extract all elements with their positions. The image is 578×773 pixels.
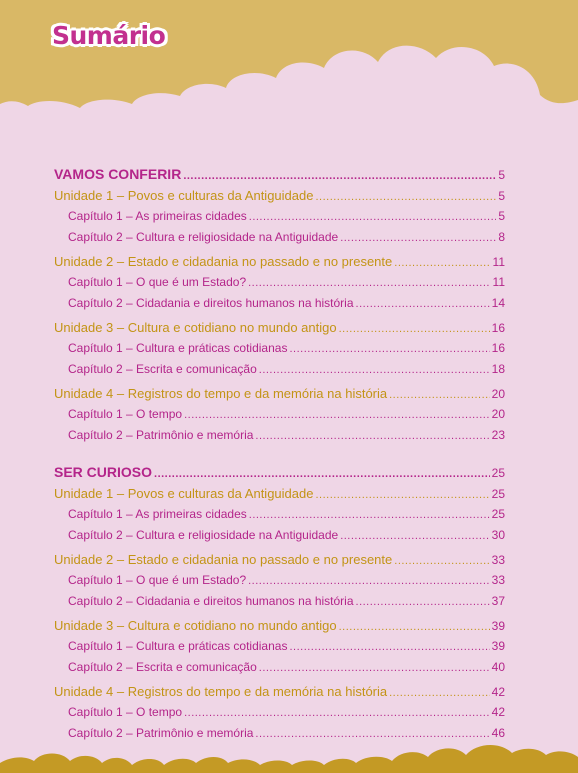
toc-section-heading[interactable] (54, 464, 505, 486)
toc-unit-entry[interactable] (54, 552, 505, 573)
toc-chapter-entry-label: Capítulo 1 – Cultura e práticas cotidianas (68, 639, 288, 653)
toc-unit-entry-label: Unidade 3 – Cultura e cotidiano no mundo antigo (54, 320, 337, 335)
toc-chapter-entry[interactable] (54, 341, 505, 362)
toc-unit-entry[interactable] (54, 486, 505, 507)
toc-unit-entry-label: Unidade 1 – Povos e culturas da Antiguidade (54, 188, 314, 203)
toc-unit-group (54, 254, 505, 317)
toc-unit-entry[interactable] (54, 320, 505, 341)
dot-leader (356, 298, 490, 310)
dot-leader (389, 389, 490, 401)
toc-section-heading-label: VAMOS CONFERIR (54, 166, 182, 182)
toc-section-heading[interactable] (54, 166, 505, 188)
toc-section (54, 464, 505, 747)
dot-leader (259, 364, 490, 376)
dot-leader (248, 575, 490, 587)
toc-chapter-entry-page-number: 42 (491, 705, 505, 719)
toc-unit-group (54, 386, 505, 449)
toc-chapter-entry[interactable] (54, 705, 505, 726)
toc-chapter-entry-label: Capítulo 1 – O que é um Estado? (68, 573, 247, 587)
dot-leader (248, 277, 490, 289)
toc-unit-entry-page-number: 16 (491, 321, 505, 335)
toc-chapter-entry-page-number: 30 (491, 528, 505, 542)
toc-chapter-entry-label: Capítulo 1 – O que é um Estado? (68, 275, 247, 289)
toc-unit-group (54, 188, 505, 251)
toc-chapter-entry[interactable] (54, 407, 505, 428)
dot-leader (340, 530, 489, 542)
toc-chapter-entry-label: Capítulo 1 – As primeiras cidades (68, 507, 247, 521)
toc-chapter-entry-label: Capítulo 2 – Cidadania e direitos humanos na história (68, 594, 354, 608)
toc-section-heading-label: SER CURIOSO (54, 464, 153, 480)
dot-leader (184, 409, 490, 421)
toc-section (54, 166, 505, 449)
toc-unit-entry-label: Unidade 2 – Estado e cidadania no passado e no presente (54, 552, 393, 567)
toc-section-heading-page-number: 5 (498, 168, 505, 182)
cloud-header-band (0, 0, 578, 120)
dot-leader (183, 170, 496, 182)
dot-leader (249, 509, 490, 521)
dot-leader (289, 343, 489, 355)
table-of-contents (54, 166, 505, 750)
dot-leader (394, 555, 489, 567)
toc-unit-entry-page-number: 42 (491, 685, 505, 699)
dot-leader (184, 707, 490, 719)
toc-chapter-entry-label: Capítulo 2 – Cultura e religiosidade na Antiguidade (68, 230, 339, 244)
toc-unit-entry-page-number: 25 (491, 487, 505, 501)
toc-chapter-entry[interactable] (54, 362, 505, 383)
toc-chapter-entry-label: Capítulo 2 – Escrita e comunicação (68, 660, 257, 674)
toc-chapter-entry-page-number: 20 (491, 407, 505, 421)
toc-unit-entry[interactable] (54, 684, 505, 705)
toc-unit-entry-page-number: 20 (491, 387, 505, 401)
toc-chapter-entry-label: Capítulo 2 – Cidadania e direitos humanos na história (68, 296, 354, 310)
toc-chapter-entry-page-number: 18 (491, 362, 505, 376)
toc-unit-entry-page-number: 33 (491, 553, 505, 567)
toc-chapter-entry-page-number: 16 (491, 341, 505, 355)
toc-chapter-entry-page-number: 33 (491, 573, 505, 587)
toc-chapter-entry-label: Capítulo 1 – O tempo (68, 705, 183, 719)
toc-chapter-entry[interactable] (54, 428, 505, 449)
toc-chapter-entry[interactable] (54, 573, 505, 594)
toc-chapter-entry-label: Capítulo 1 – As primeiras cidades (68, 209, 247, 223)
toc-section-heading-page-number: 25 (491, 466, 505, 480)
toc-unit-entry-page-number: 11 (492, 255, 505, 269)
toc-unit-group (54, 618, 505, 681)
toc-chapter-entry-label: Capítulo 2 – Escrita e comunicação (68, 362, 257, 376)
toc-unit-entry-page-number: 5 (498, 189, 505, 203)
toc-chapter-entry-page-number: 40 (491, 660, 505, 674)
dot-leader (356, 596, 490, 608)
toc-chapter-entry-label: Capítulo 1 – Cultura e práticas cotidianas (68, 341, 288, 355)
toc-unit-entry-label: Unidade 4 – Registros do tempo e da memória na história (54, 684, 388, 699)
toc-unit-entry-page-number: 39 (491, 619, 505, 633)
toc-chapter-entry[interactable] (54, 528, 505, 549)
toc-chapter-entry-label: Capítulo 2 – Patrimônio e memória (68, 428, 254, 442)
dot-leader (315, 191, 496, 203)
toc-unit-entry[interactable] (54, 386, 505, 407)
toc-unit-entry[interactable] (54, 188, 505, 209)
toc-unit-group (54, 320, 505, 383)
dot-leader (255, 430, 489, 442)
toc-chapter-entry[interactable] (54, 660, 505, 681)
toc-chapter-entry[interactable] (54, 594, 505, 615)
toc-chapter-entry[interactable] (54, 639, 505, 660)
dot-leader (289, 641, 489, 653)
toc-unit-entry[interactable] (54, 618, 505, 639)
toc-chapter-entry[interactable] (54, 209, 505, 230)
toc-chapter-entry-label: Capítulo 2 – Patrimônio e memória (68, 726, 254, 740)
dot-leader (339, 323, 490, 335)
cloud-footer-band (0, 733, 578, 773)
toc-unit-group (54, 486, 505, 549)
toc-chapter-entry-label: Capítulo 1 – O tempo (68, 407, 183, 421)
page-title: Sumário (52, 21, 166, 50)
dot-leader (340, 232, 496, 244)
toc-chapter-entry-page-number: 37 (491, 594, 505, 608)
dot-leader (154, 468, 490, 480)
toc-chapter-entry[interactable] (54, 275, 505, 296)
dot-leader (249, 211, 497, 223)
dot-leader (259, 662, 490, 674)
dot-leader (339, 621, 490, 633)
toc-chapter-entry-page-number: 23 (491, 428, 505, 442)
toc-chapter-entry-page-number: 8 (498, 230, 505, 244)
toc-chapter-entry-page-number: 5 (498, 209, 505, 223)
toc-chapter-entry[interactable] (54, 507, 505, 528)
toc-chapter-entry-page-number: 25 (491, 507, 505, 521)
dot-leader (315, 489, 489, 501)
toc-chapter-entry-label: Capítulo 2 – Cultura e religiosidade na Antiguidade (68, 528, 339, 542)
dot-leader (394, 257, 490, 269)
toc-chapter-entry[interactable] (54, 230, 505, 251)
toc-unit-entry-label: Unidade 2 – Estado e cidadania no passado e no presente (54, 254, 393, 269)
dot-leader (389, 687, 490, 699)
toc-chapter-entry-page-number: 14 (491, 296, 505, 310)
toc-chapter-entry-page-number: 39 (491, 639, 505, 653)
toc-unit-group (54, 552, 505, 615)
toc-chapter-entry[interactable] (54, 296, 505, 317)
toc-unit-entry-label: Unidade 1 – Povos e culturas da Antiguidade (54, 486, 314, 501)
toc-unit-entry-label: Unidade 3 – Cultura e cotidiano no mundo antigo (54, 618, 337, 633)
toc-chapter-entry-page-number: 46 (491, 726, 505, 740)
toc-chapter-entry-page-number: 11 (492, 275, 505, 289)
toc-unit-entry-label: Unidade 4 – Registros do tempo e da memória na história (54, 386, 388, 401)
toc-unit-entry[interactable] (54, 254, 505, 275)
